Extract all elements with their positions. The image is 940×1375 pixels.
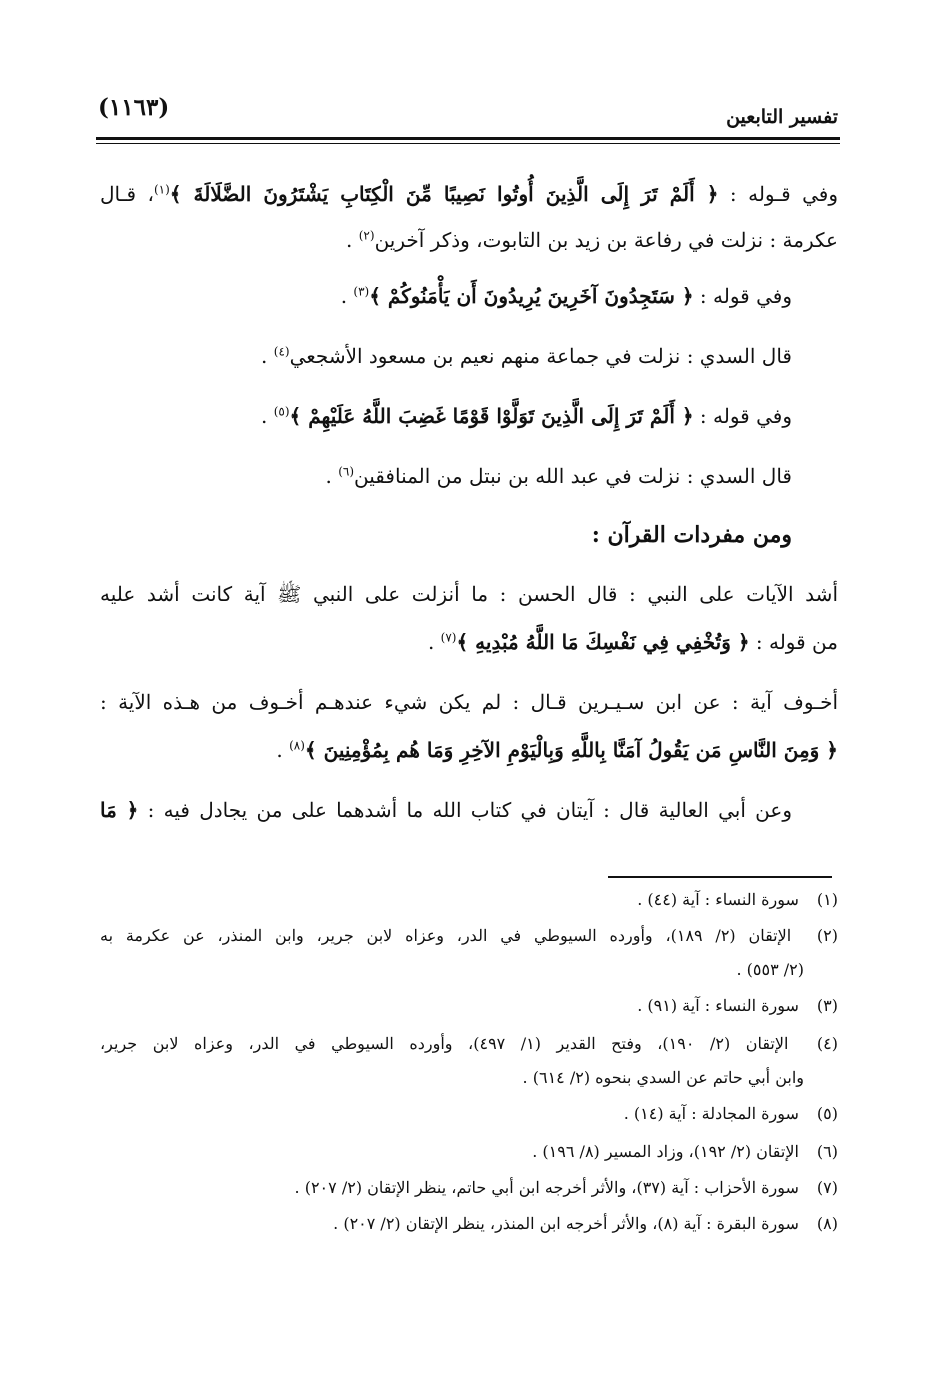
intro-text: وفي قـوله : bbox=[718, 182, 838, 206]
header-rule bbox=[96, 137, 840, 140]
period: . bbox=[276, 738, 290, 762]
period: . bbox=[340, 284, 354, 308]
running-title: تفسير التابعين bbox=[726, 106, 838, 128]
page-number: (١١٦٣) bbox=[98, 94, 170, 121]
quran-verse: ﴿ سَتَجِدُونَ آخَرِينَ يُرِيدُونَ أَن يَأْمَنُوكُمْ ﴾ bbox=[369, 284, 694, 308]
footnote-1 bbox=[100, 890, 838, 909]
period: . bbox=[325, 464, 339, 488]
quran-verse: ﴿ وَتُخْفِي فِي نَفْسِكَ مَا اللَّهُ مُبْدِيهِ ﴾ bbox=[456, 630, 750, 654]
quran-verse-start: ﴿ مَا bbox=[100, 798, 139, 822]
footnote-4-continued: وابن أبي حاتم عن السدي بنحوه (٢/ ٦١٤) . bbox=[522, 1068, 804, 1087]
footnote-text: سورة المجادلة : آية (١٤) . bbox=[623, 1104, 799, 1123]
footnote-2-continued: (٢/ ٥٥٣) . bbox=[736, 960, 804, 979]
footnote-number: (٢) bbox=[816, 926, 838, 945]
body-text: أخـوف آية : عن ابن سـيـرين قـال : لم يكن شيء عندهـم أخـوف من هـذه الآية : bbox=[100, 690, 838, 714]
quran-verse: ﴿ أَلَمْ تَرَ إِلَى الَّذِينَ أُوتُوا نَصِيبًا مِّنَ الْكِتَابِ يَشْتَرُونَ الضَّلَالَةَ ﴾ bbox=[169, 182, 719, 206]
footnote-ref: (١) bbox=[153, 182, 170, 197]
intro-text: من قوله : bbox=[749, 630, 838, 654]
footnote-5 bbox=[100, 1104, 838, 1123]
intro-text: وفي قوله : bbox=[693, 284, 792, 308]
paragraph-6-line-1 bbox=[100, 582, 838, 611]
footnote-text: الإتقان (٢/ ١٨٩)، وأورده السيوطي في الدر، وعزاه لابن جرير، وابن المنذر، عن عكرمة به bbox=[100, 926, 792, 945]
period: . bbox=[261, 344, 274, 368]
paragraph-2 bbox=[100, 284, 792, 308]
page-header bbox=[96, 84, 840, 136]
footnote-number: (٦) bbox=[816, 1142, 838, 1161]
quran-verse: ﴿ أَلَمْ تَرَ إِلَى الَّذِينَ تَوَلَّوْا قَوْمًا غَضِبَ اللَّهُ عَلَيْهِمْ ﴾ bbox=[289, 404, 694, 428]
footnote-rule bbox=[608, 876, 832, 878]
footnote-number: (٣) bbox=[816, 996, 838, 1015]
period: . bbox=[346, 228, 359, 252]
paragraph-1-line-1 bbox=[100, 182, 838, 206]
quran-verse: ﴿ وَمِنَ النَّاسِ مَن يَقُولُ آمَنَّا بِاللَّهِ وَبِالْيَوْمِ الآخِرِ وَمَا هُم بِمُؤْمِنِينَ ﴾ bbox=[304, 738, 838, 762]
footnote-text: سورة البقرة : آية (٨)، والأثر أخرجه ابن المنذر، ينظر الإتقان (٢/ ٢٠٧) . bbox=[333, 1214, 799, 1233]
paragraph-6-line-2 bbox=[100, 630, 838, 654]
paragraph-8 bbox=[100, 798, 792, 822]
footnote-text: الإتقان (٢/ ١٩٢)، وزاد المسير (٨/ ١٩٦) . bbox=[532, 1142, 799, 1161]
paragraph-7-line-2 bbox=[100, 738, 838, 762]
footnote-number: (٧) bbox=[816, 1178, 838, 1197]
period: . bbox=[261, 404, 274, 428]
footnote-ref: (٨) bbox=[289, 738, 305, 753]
paragraph-4 bbox=[100, 404, 792, 428]
paragraph-1-line-2 bbox=[100, 228, 838, 252]
footnote-ref: (٤) bbox=[273, 344, 290, 359]
footnote-ref: (٦) bbox=[338, 464, 355, 479]
footnote-ref: (٧) bbox=[440, 630, 457, 645]
body-text: وعن أبي العالية قال : آيتان في كتاب الله ما أشدهما على من يجادل فيه : bbox=[138, 798, 792, 822]
paragraph-7-line-1 bbox=[100, 690, 838, 714]
footnote-2 bbox=[100, 926, 838, 945]
header-rule-thin bbox=[96, 143, 840, 144]
footnote-ref: (٢) bbox=[358, 228, 375, 243]
footnote-number: (٨) bbox=[816, 1214, 838, 1233]
footnote-4 bbox=[100, 1034, 838, 1053]
footnote-text: سورة النساء : آية (٤٤) . bbox=[637, 890, 799, 909]
body-text: قال السدي : نزلت في عبد الله بن نبتل من المنافقين bbox=[354, 464, 792, 488]
footnote-number: (٤) bbox=[816, 1034, 838, 1053]
body-text: قال السدي : نزلت في جماعة منهم نعيم بن مسعود الأشجعي bbox=[289, 344, 792, 368]
paragraph-3 bbox=[100, 344, 792, 368]
paragraph-5 bbox=[100, 464, 792, 488]
footnote-text: سورة الأحزاب : آية (٣٧)، والأثر أخرجه ابن أبي حاتم، ينظر الإتقان (٢/ ٢٠٧) . bbox=[294, 1178, 799, 1197]
footnote-number: (٥) bbox=[816, 1104, 838, 1123]
body-text: ، قـال bbox=[100, 182, 154, 206]
section-heading: ومن مفردات القرآن : bbox=[591, 522, 792, 548]
footnote-7 bbox=[100, 1178, 838, 1197]
footnote-number: (١) bbox=[816, 890, 838, 909]
footnote-text: سورة النساء : آية (٩١) . bbox=[637, 996, 799, 1015]
intro-text: وفي قوله : bbox=[693, 404, 792, 428]
body-text: عكرمة : نزلت في رفاعة بن زيد بن التابوت، وذكر آخرين bbox=[374, 228, 838, 252]
footnote-ref: (٣) bbox=[353, 284, 370, 299]
footnote-ref: (٥) bbox=[273, 404, 290, 419]
footnote-8 bbox=[100, 1214, 838, 1233]
period: . bbox=[427, 630, 441, 654]
footnote-6 bbox=[100, 1142, 838, 1161]
footnote-text: الإتقان (٢/ ١٩٠)، وفتح القدير (١/ ٤٩٧)، وأورده السيوطي في الدر، وعزاه لابن جرير، bbox=[100, 1034, 789, 1053]
footnote-3 bbox=[100, 996, 838, 1015]
body-text: أشد الآيات على النبي : قال الحسن : ما أنزلت على النبي ﷺ آية كانت أشد عليه bbox=[100, 582, 838, 606]
